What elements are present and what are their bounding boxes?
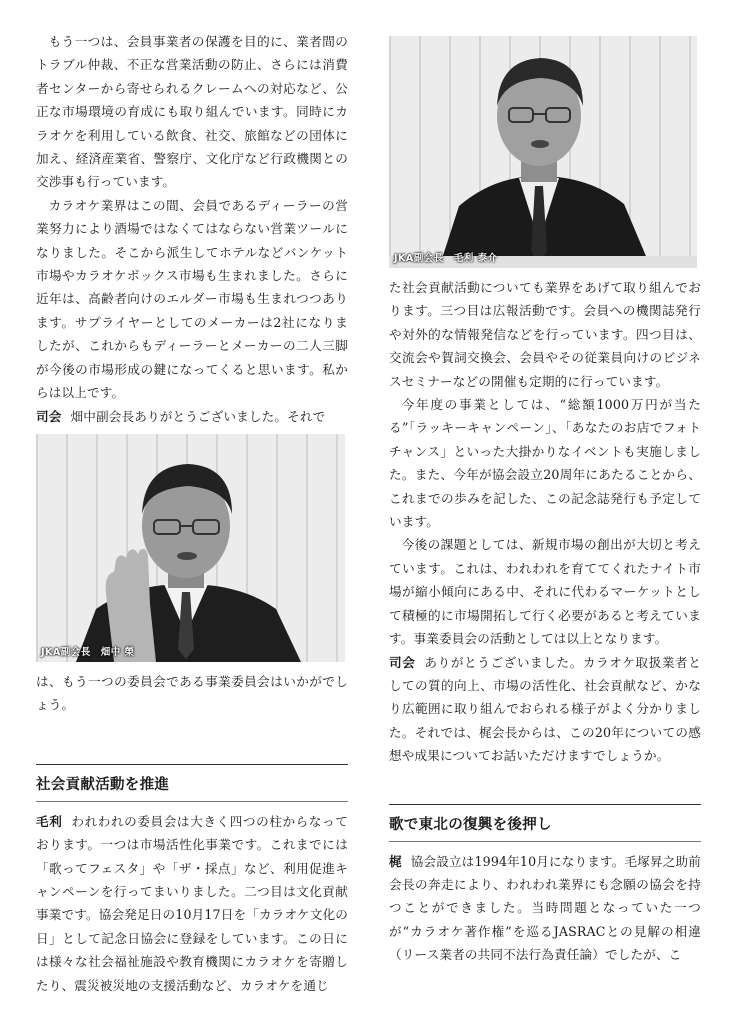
speaker-text: 畑中副会長ありがとうございました。それで [70, 408, 326, 424]
left-paragraph-1: もう一つは、会員事業者の保護を目的に、業者間のトラブル仲裁、不正な営業活動の防止、さらには消費者センターから寄せられるクレームへの対応など、公正な市場環境の育成にも取り組んでいます。同時にカラオケを利用している飲食、社交、旅館などの団体に加え、経済産業省、警察庁、文化庁など行政機関との交渉事も行っています。 [36, 34, 348, 190]
speaker-text: 協会設立は1994年10月になります。毛塚昇之助前会長の奔走により、われわれ業界にも念願の協会を持つことができました。当時問題となっていた一つが“カラオケ著作権”を巡るJASRACとの見解の相違（リース業者の共同不法行為責任論）でしたが、こ [389, 853, 701, 963]
speaker-text: ありがとうございました。カラオケ取扱業者としての質的向上、市場の活性化、社会貢献など、かなり広範囲に取り組んでおられる様子がよく分かりました。それでは、梶会長からは、この20年についての感想や成果についてお話いただけますでしょうか。 [389, 654, 701, 764]
right-paragraph-3: 今後の課題としては、新規市場の創出が大切と考えています。これは、われわれを育ててくれたナイト市場が縮小傾向にある中、それに代わるマーケットとして積極的に市場開拓して行く必要があると考えています。事業委員会の活動としては以上となります。 [389, 537, 701, 647]
speaker-label: 梶 [389, 853, 402, 869]
section-heading-social: 社会貢献活動を推進 [36, 776, 170, 793]
left-paragraph-2: カラオケ業界はこの間、会員であるディーラーの営業努力により酒場ではなくてはならない営業ツールになりました。そこから派生してホテルなどバンケット市場やカラオケボックス市場も生まれました。さらに近年は、高齢者向けのエルダー市場も生まれつつあります。サプライヤーとしてのメーカーは2社になりましたが、これからもディーラーとメーカーの二人三脚が今後の市場形成の鍵になってくると思います。私からは以上です。 [36, 197, 348, 401]
left-paragraph-3 [36, 405, 348, 428]
right-paragraph-1: た社会貢献活動についても業界をあげて取り組んでおります。三つ目は広報活動です。会員への機関誌発行や対外的な情報発信などを行っています。四つ目は、交流会や賀詞交換会、会員やその従業員向けのビジネスセミナーなどの開催も定期的に行っています。 [389, 280, 701, 389]
left-paragraph-5 [36, 810, 348, 997]
portrait-hatanaka-image [36, 434, 345, 662]
speaker-label: 毛利 [36, 813, 63, 829]
speaker-text: われわれの委員会は大きく四つの柱からなっております。一つは市場活性化事業です。これまでには「歌ってフェスタ」や「ザ・採点」など、利用促進キャンペーンを行ってまいりました。二つ目は文化貢献事業です。協会発足日の10月17日を「カラオケ文化の日」として記念日協会に登録をしています。この日には様々な社会福祉施設や教育機関にカラオケを寄贈したり、震災被災地の支援活動など、カラオケを通じ [36, 813, 348, 993]
portrait-mouri-image [389, 36, 697, 268]
left-column [36, 30, 348, 997]
photo-hatanaka [36, 434, 345, 662]
section-heading-tohoku: 歌で東北の復興を後押し [389, 816, 552, 833]
photo-caption-mouri: JKA副会長 毛利 泰介 [394, 253, 498, 264]
right-column [389, 30, 701, 967]
left-paragraph-4: は、もう一つの委員会である事業委員会はいかがでしょう。 [36, 673, 348, 713]
right-paragraph-5 [389, 850, 701, 967]
right-paragraph-2: 今年度の事業としては、“総額1000万円が当たる”「ラッキーキャンペーン」、「あなたのお店でフォトチャンス」といった大掛かりなイベントも実施しました。また、今年が協会設立20周年にあたることから、これまでの歩みを記した、この記念誌発行も予定しています。 [389, 397, 701, 530]
speaker-label: 司会 [36, 408, 62, 424]
speaker-label: 司会 [389, 654, 416, 670]
section-rule-bottom [389, 841, 701, 842]
photo-mouri [389, 36, 697, 268]
photo-caption-hatanaka: JKA副会長 畑中 榮 [41, 646, 135, 658]
right-paragraph-4 [389, 651, 701, 768]
section-rule-bottom [36, 801, 348, 802]
